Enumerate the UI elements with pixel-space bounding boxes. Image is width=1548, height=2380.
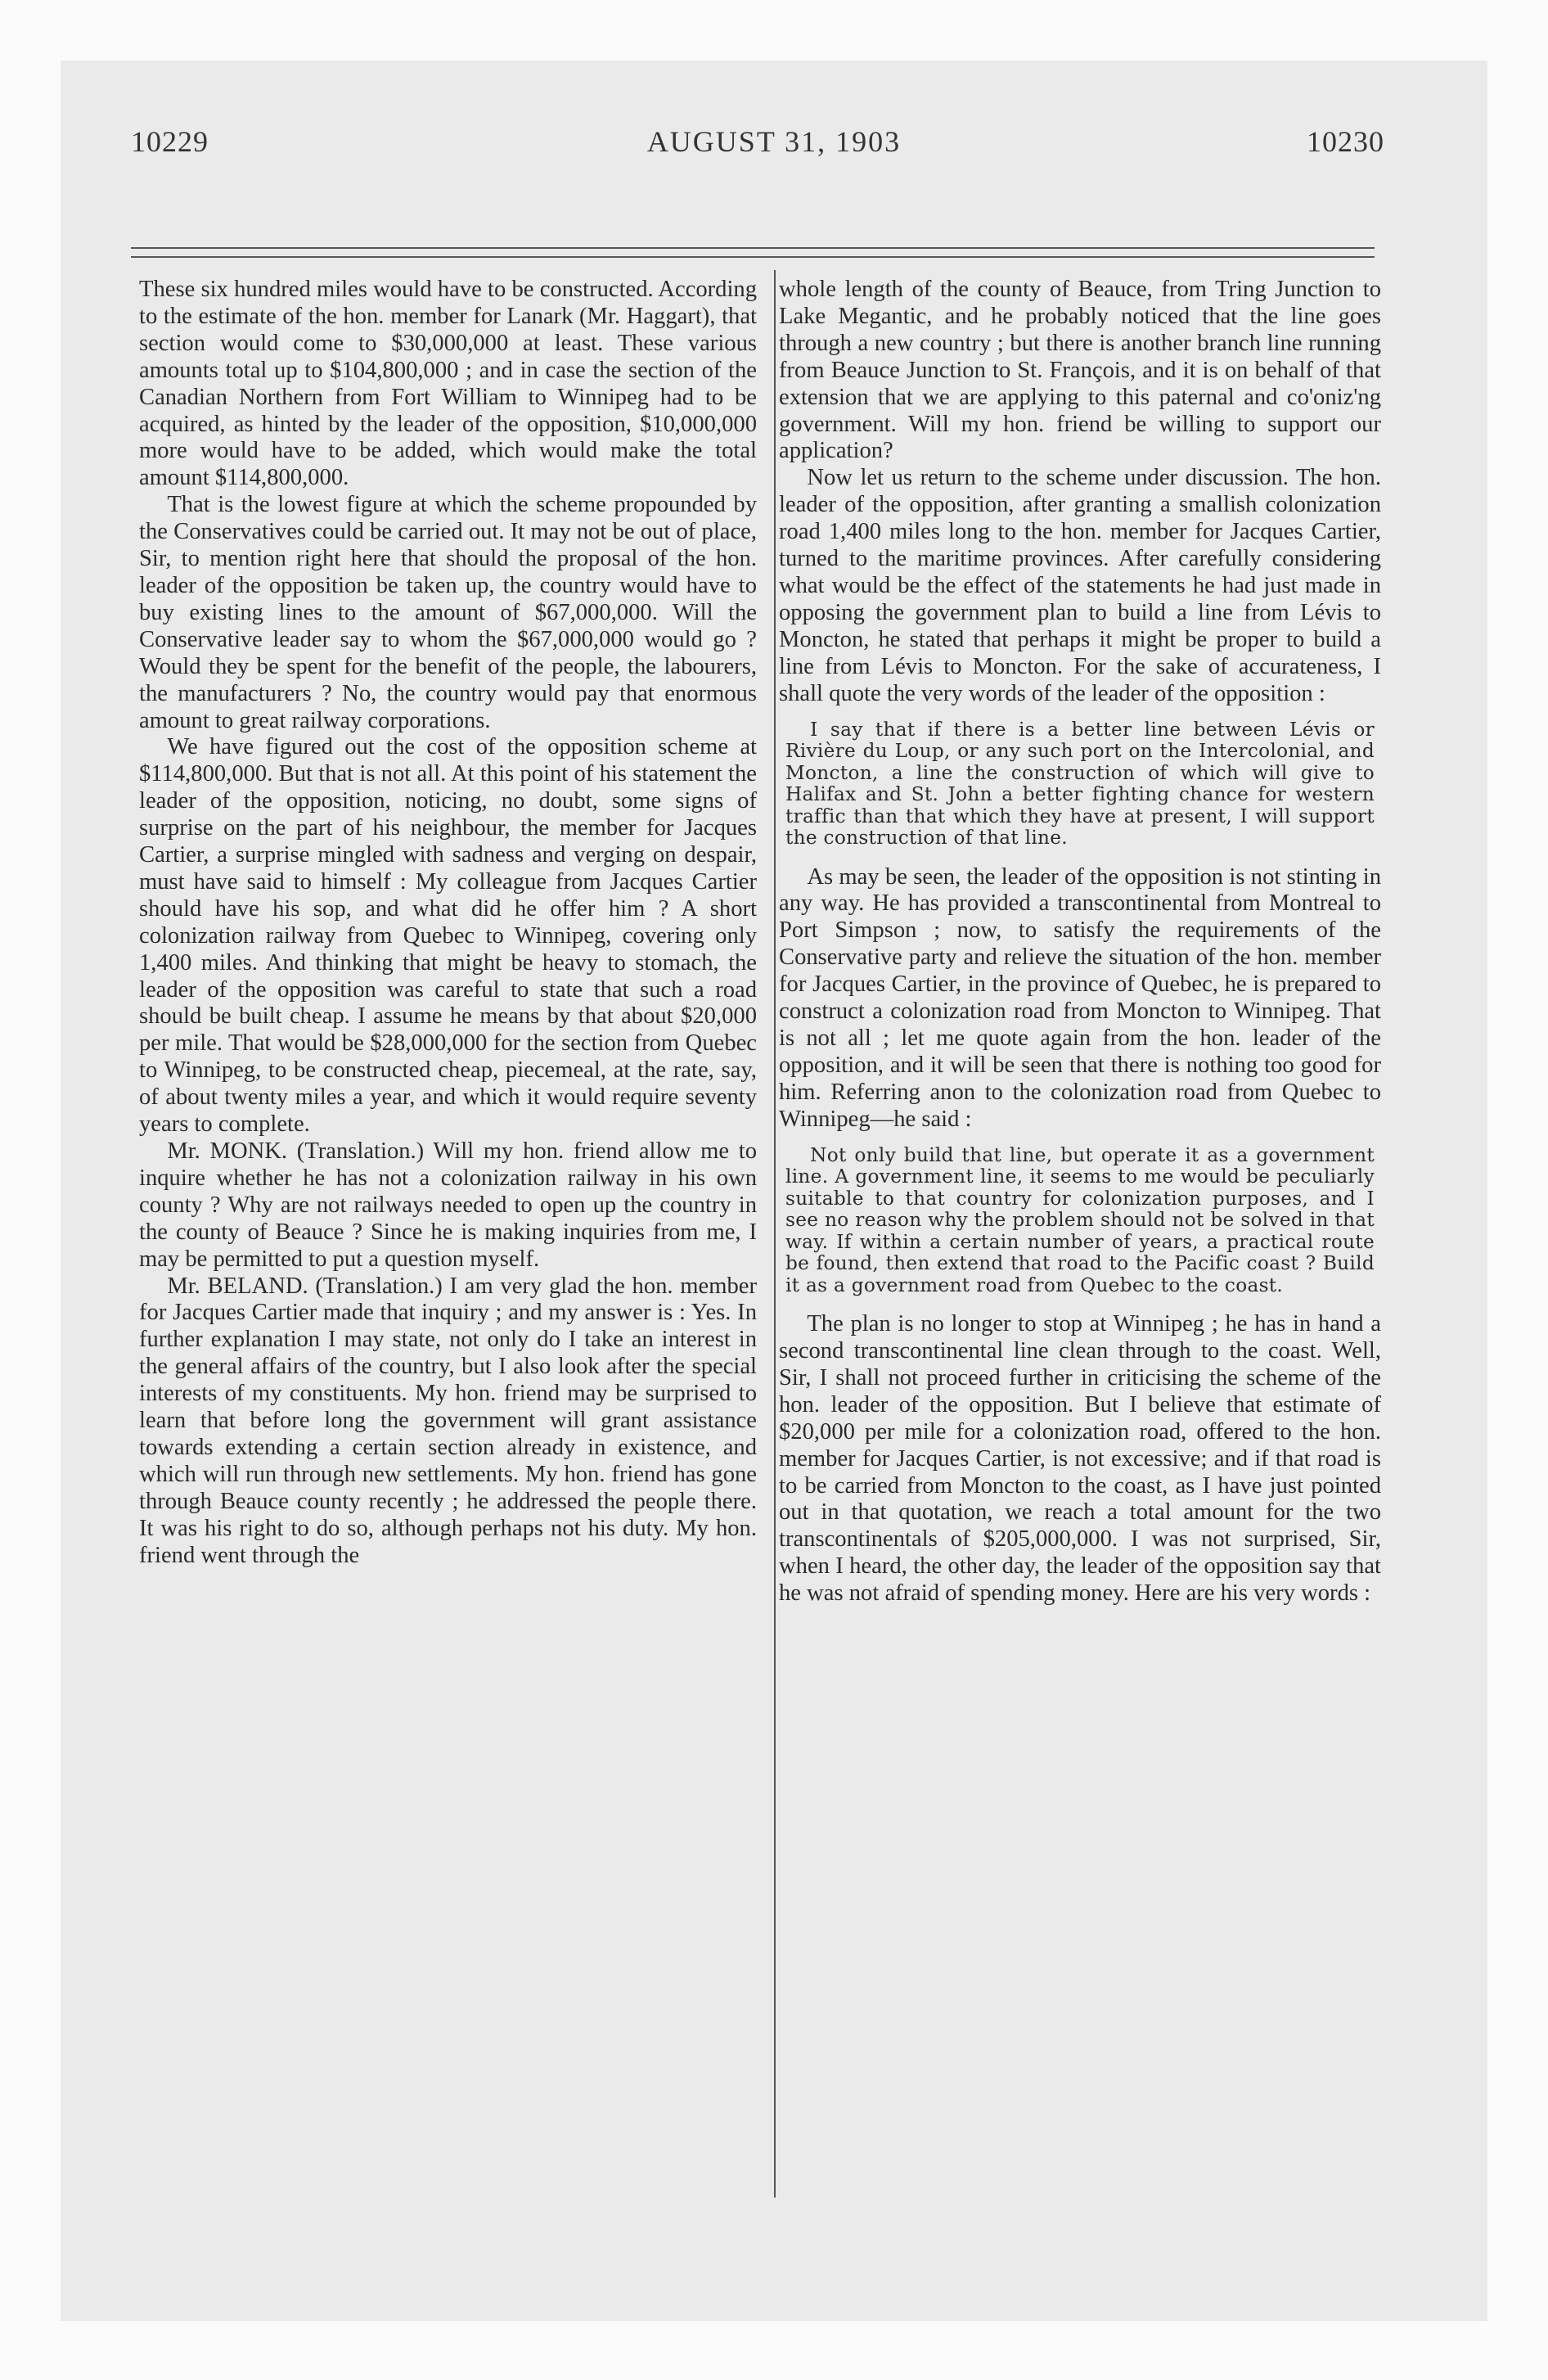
right-paragraph: The plan is no longer to stop at Winnipeg ; he has in hand a second transcontinental line clean through to the coast. Well, Sir, I shall not proceed further in criticising the scheme of the hon. leader of the opposition. But I believe that estimate of $20,000 per mile for a colonization road, offered to the hon. member for Jacques Cartier, is not excessive; and if that road is to be carried from Moncton to the coast, as I have just pointed out in that quotation, we reach a total amount for the two transcontinentals of $205,000,000. I was not surprised, Sir, when I heard, the other day, the leader of the opposition say that he was not afraid of spending money. Here are his very words :: [779, 1311, 1381, 1607]
page-number-left: 10229: [131, 125, 209, 158]
column-divider: [774, 270, 776, 2197]
left-paragraph: These six hundred miles would have to be constructed. According to the estimate of the hon. member for Lanark (Mr. Haggart), that section would come to $30,000,000 at least. These various amounts total up to $104,800,000 ; and in case the section of the Canadian Northern from Fort William to Winnipeg had to be acquired, as hinted by the leader of the opposition, $10,000,000 more would have to be added, which would make the total amount $114,800,000.: [139, 277, 757, 491]
right-column: [779, 277, 1381, 1607]
left-paragraph: Mr. BELAND. (Translation.) I am very glad the hon. member for Jacques Cartier made that inquiry ; and my answer is : Yes. In further explanation I may state, not only do I take an interest in the general affairs of the country, but I also look after the special interests of my constituents. My hon. friend may be surprised to learn that before long the government will grant assistance towards extending a certain section already in existence, and which will run through new settlements. My hon. friend has gone through Beauce county recently ; he addressed the people there. It was his right to do so, although perhaps not his duty. My hon. friend went through the: [139, 1273, 757, 1568]
left-column: [139, 277, 757, 1570]
left-paragraph: That is the lowest figure at which the scheme propounded by the Conservatives could be carried out. It may not be out of place, Sir, to mention right here that should the proposal of the hon. leader of the opposition be taken up, the country would have to buy existing lines to the amount of $67,000,000. Will the Conservative leader say to whom the $67,000,000 would go ? Would they be spent for the benefit of the people, the labourers, the manufacturers ? No, the country would pay that enormous amount to great railway corporations.: [139, 492, 757, 733]
page-date-heading: AUGUST 31, 1903: [646, 125, 902, 158]
right-paragraph: As may be seen, the leader of the opposition is not stinting in any way. He has provided a transcontinental from Montreal to Port Simpson ; now, to satisfy the requirements of the Conservative party and relieve the situation of the hon. member for Jacques Cartier, in the province of Quebec, he is prepared to construct a colonization road from Moncton to Winnipeg. That is not all ; let me quote again from the hon. leader of the opposition, and it will be seen that there is nothing too good for him. Referring anon to the colonization road from Quebec to Winnipeg—he said :: [779, 863, 1381, 1132]
header-rule-top: [131, 247, 1375, 249]
left-paragraph: Mr. MONK. (Translation.) Will my hon. friend allow me to inquire whether he has not a colonization railway in his own county ? Why are not railways needed to open up the country in the county of Beauce ? Since he is making inquiries from me, I may be permitted to put a question myself.: [139, 1138, 757, 1272]
left-paragraph: We have figured out the cost of the opposition scheme at $114,800,000. But that is not all. At this point of his statement the leader of the opposition, noticing, no doubt, some signs of surprise on the part of his neighbour, the member for Jacques Cartier, a surprise mingled with sadness and verging on despair, must have said to himself : My colleague from Jacques Cartier should have his sop, and what did he offer him ? A short colonization railway from Quebec to Winnipeg, covering only 1,400 miles. And thinking that might be heavy to stomach, the leader of the opposition was careful to state that such a road should be built cheap. I assume he means by that about $20,000 per mile. That would be $28,000,000 for the section from Quebec to Winnipeg, to be constructed cheap, piecemeal, at the rate, say, of about twenty miles a year, and which it would require seventy years to complete.: [139, 734, 757, 1138]
block-quote: Not only build that line, but operate it as a government line. A government line, it seems to me would be peculiarly suitable to that country for colonization purposes, and I see no reason why the problem should not be solved in that way. If within a certain number of years, a practical route be found, then extend that road to the Pacific coast ? Build it as a government road from Quebec to the coast.: [785, 1143, 1375, 1296]
right-paragraph: whole length of the county of Beauce, from Tring Junction to Lake Megantic, and he probably noticed that the line goes through a new country ; but there is another branch line running from Beauce Junction to St. François, and it is on behalf of that extension that we are applying to this paternal and co'oniz'ng government. Will my hon. friend be willing to support our application?: [779, 277, 1381, 464]
page-number-right: 10230: [1307, 125, 1384, 158]
header-rule-bottom: [131, 256, 1375, 258]
block-quote: I say that if there is a better line between Lévis or Rivière du Loup, or any such port on the Intercolonial, and Moncton, a line the construction of which will give to Halifax and St. John a better fighting chance for western traffic than that which they have at present, I will support the construction of that line.: [785, 718, 1375, 849]
right-paragraph: Now let us return to the scheme under discussion. The hon. leader of the opposition, after granting a smallish colonization road 1,400 miles long to the hon. member for Jacques Cartier, turned to the maritime provinces. After carefully considering what would be the effect of the statements he had just made in opposing the government plan to build a line from Lévis to Moncton, he stated that perhaps it might be proper to build a line from Lévis to Moncton. For the sake of accurateness, I shall quote the very words of the leader of the opposition :: [779, 465, 1381, 706]
